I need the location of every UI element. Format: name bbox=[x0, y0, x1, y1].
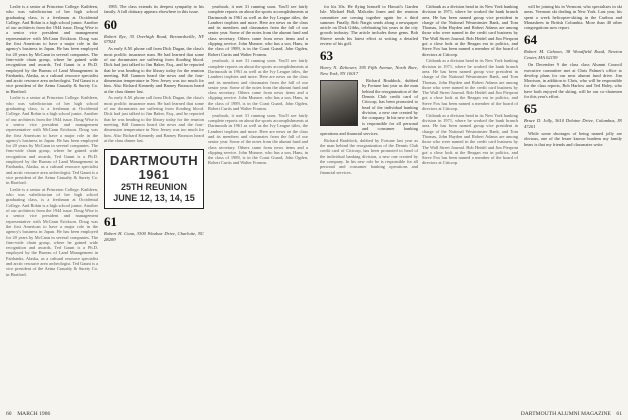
article-text: yearbook, it met 31 running soon. You'll see fairly complete reports on about the sports accomplishments at Dartmouth in 1961 as well as the Ivy League titles, the Lambert trophies and more. Here are news on the class and its members and classmates from the fall of our senior year. Some of the notes from the alumni fund and class secretary. Others came from news items and a clipping service. John Munroe, who has a son, Hans, in the class of 1989, is in the Coast Guard, John Ogden, Robert Curtis and Walter Fromm. bbox=[208, 4, 308, 57]
right-column-3 bbox=[524, 4, 622, 404]
article-text-continued: yearbook, it met 31 running soon. You'll see fairly complete reports on about the sports accomplishments at Dartmouth in 1961 as well as the Ivy League titles, the Lambert trophies and more. Here are news on the class and its members and classmates from the fall of our senior year. Some of the notes from the alumni fund and class secretary. Others came from news items and a clipping service. John Munroe, who has a son, Hans, in the class of 1989, is in the Coast Guard, John Ogden, Robert Curtis and Walter Fromm. bbox=[208, 112, 308, 166]
portrait-photo bbox=[320, 80, 358, 126]
class-number-61: 61 bbox=[104, 214, 117, 230]
article-text: As early A.M. phone call from Dick Dugan, the class's most prolific insurance man. He had learned that some of our dormmates are suffering from flooding blood. Dick had just talked to Jim Baker, Esq., and he reported that he was heading to the library today for the reunion meeting. Bill Gannon heard the news and the four-dimension temperature in New Jersey was too much for him. Also Richard Kennedy and Barney Bronson heard at the class dinner last. bbox=[104, 46, 204, 94]
left-column-1 bbox=[6, 4, 98, 394]
article-text-continued: Richard Braddock, dubbed by Fortune last year as the man behind the reorganization of the Dennis Club credit card of Citicorp, has been promoted to head of the individual banking division, a new one created by the company. In his new role he is responsible for all personal and consumer banking operations and financial services. bbox=[320, 137, 418, 175]
article-text-continued: Leslie is a senior at Princeton College. Kathleen, who was valedictorian of her high school graduating class, is a freshman at Occidental College. And Robin is a high school junior. Another of our architects from the 1944 issue, Doug Wise is a senior vice president and management representative with McCann Erickson. Doug was the first American to have a major role in the agency's business in Japan. He has been employed for 20 years by McCann in several companies. The firm-wide chain group, where he gained wide recognition and awards, Ted Gaunt is a Ph.D. employed by the Bureau of Land Management in Fairbanks, Alaska, as a cultural resource specialist and arctic resource area archeologist. Ted Gaunt is a vice president of the Aetna Casualty & Surety Co. in Hartford. bbox=[6, 186, 98, 277]
article-text: Leslie is a senior at Princeton College. Kathleen, who was valedictorian of her high school graduating class, is a freshman at Occidental College. And Robin is a high school junior. Another of our architects from the 1944 issue, Doug Wise is a senior vice president and management representative with McCann Erickson. Doug was the first American to have a major role in the agency's business in Japan. He has been employed for 20 years by McCann in several companies. The firm-wide chain group, where he gained wide recognition and awards, Ted Gaunt is a Ph.D. employed by the Bureau of Land Management in Fairbanks, Alaska, as a cultural resource specialist and arctic resource area archeologist. Ted Gaunt is a vice president of the Aetna Casualty & Surety Co. in Hartford. bbox=[6, 4, 98, 94]
article-text: 1985. The class extends its deepest sympathy to his family. A full obituary appears elsewhere in this issue. bbox=[104, 4, 204, 15]
page-number: 60 bbox=[6, 411, 12, 417]
left-column-2 bbox=[104, 4, 204, 404]
article-text: On December 9 the class class Alumni Council executive committee met at Chris Palmer's office to develop plans for our next alumni fund drive. Jim Morrison, in addition to Chris, who will be responsible for the class reports, Bob Harlow and Ted Haley, who have both enjoyed the skiing, will be our co-chairmen for this year's effort. bbox=[524, 62, 622, 100]
reunion-title: DARTMOUTH 1961 bbox=[109, 153, 199, 183]
article-text: While some shortages of being named jolly are obvious, one of the lesser known burdens my family bears is that my friends and classmates write. bbox=[524, 131, 622, 147]
page-footer bbox=[6, 411, 50, 417]
class-number-63: 63 bbox=[320, 48, 333, 64]
article-text-continued: Citibank as a division head in its New York banking division in 1971, where he worked the bank branch area. He has been named group vice president in charge of the National Westminster Bank, and Tom Thomas, John Hayden and Robert Adams are among those who were named in the credit card business by The Wall Street Journal. Bob Heidel and Jim Pierpont got a close look at the Reagan era in politics, and Steve Fox has been named a member of the board of directors at Citicorp. bbox=[422, 112, 518, 166]
right-page bbox=[314, 0, 628, 420]
issue-date: MARCH 1986 bbox=[17, 411, 51, 417]
page-number: 61 bbox=[616, 411, 622, 417]
right-column-1 bbox=[320, 4, 418, 404]
article-text: Citibank as a division head in its New York banking division in 1971, where he worked the bank branch area. He has been named group vice president in charge of the National Westminster Bank, and Tom Thomas, John Hayden and Robert Adams are among those who were named in the credit card business by The Wall Street Journal. Bob Heidel and Jim Pierpont got a close look at the Reagan era in politics, and Steve Fox has been named a member of the board of directors at Citicorp. bbox=[422, 4, 518, 57]
reunion-dates: JUNE 12, 13, 14, 15 bbox=[113, 193, 195, 204]
class-number-65: 65 bbox=[524, 101, 537, 117]
class-secretary-address: Robert Rye, 35 Overhigh Road, Bernardsville, NY 07924 bbox=[104, 33, 204, 44]
class-number-60: 60 bbox=[104, 16, 117, 32]
class-secretary-address: Harry N. Zirkower, 395 Fifth Avenue, North Bore, New York, NY 10017 bbox=[320, 65, 418, 76]
magazine-name: DARTMOUTH ALUMNI MAGAZINE bbox=[520, 411, 611, 417]
article-text: Richard Braddock, dubbed by Fortune last year as the man behind the reorganization of the Dennis Club credit card of Citicorp, has been promoted to head of the individual banking division, a new one created by the company. In his new role he is responsible for all personal and consumer banking operations and financial services. bbox=[320, 78, 418, 137]
article-text-continued: As early A.M. phone call from Dick Dugan, the class's most prolific insurance man. He had learned that some of our dormmates are suffering from flooding blood. Dick had just talked to Jim Baker, Esq., and he reported that he was heading to the library today for the reunion meeting. Bill Gannon heard the news and the four-dimension temperature in New Jersey was too much for him. Also Richard Kennedy and Barney Bronson heard at the class dinner last. bbox=[104, 95, 204, 143]
class-number-64: 64 bbox=[524, 32, 537, 48]
article-text: for his 30s. He flying himself to Hawaii's Garden Isle. Michael Hall, Malcolm Jones and the reunion committee are coming together again for a third summer. Finally, Bob Nargis sends along a newspaper article on Dick Gibbs, celebrating his years in the city growth industry. The article includes these gems. Bob Shreve sends his latest effort at writing a detailed review of his golf. bbox=[320, 4, 418, 47]
left-column-3 bbox=[208, 4, 308, 404]
page-footer bbox=[521, 411, 622, 417]
article-text-continued: Leslie is a senior at Princeton College. Kathleen, who was valedictorian of her high school graduating class, is a freshman at Occidental College. And Robin is a high school junior. Another of our architects from the 1944 issue, Doug Wise is a senior vice president and management representative with McCann Erickson. Doug was the first American to have a major role in the agency's business in Japan. He has been employed for 20 years by McCann in several companies. The firm-wide chain group, where he gained wide recognition and awards, Ted Gaunt is a Ph.D. employed by the Bureau of Land Management in Fairbanks, Alaska, as a cultural resource specialist and arctic resource area archeologist. Ted Gaunt is a vice president of the Aetna Casualty & Surety Co. in Hartford. bbox=[6, 95, 98, 186]
class-secretary-address: Robert H. Conn, 3300 Windsor Drive, Charlotte, NC 28209 bbox=[104, 231, 204, 242]
class-secretary-address: Robert M. Cahoon, 38 Woodfield Road, Newton Center, MA 02159 bbox=[524, 49, 622, 60]
article-text: will be joining his in Vermont, who specializes in ski areas. Vermont ski dealing in New York. Last year, his spent a week helicopter-skiing in the Caribou and Monashees in British Columbia. More than 40 other congregations now report. bbox=[524, 4, 622, 31]
article-text-continued: yearbook, it met 31 running soon. You'll see fairly complete reports on about the sports accomplishments at Dartmouth in 1961 as well as the Ivy League titles, the Lambert trophies and more. Here are news on the class and its members and classmates from the fall of our senior year. Some of the notes from the alumni fund and class secretary. Others came from news items and a clipping service. John Munroe, who has a son, Hans, in the class of 1989, is in the Coast Guard, John Ogden, Robert Curtis and Walter Fromm. bbox=[208, 58, 308, 112]
reunion-subtitle: 25TH REUNION bbox=[120, 182, 187, 193]
right-column-2 bbox=[422, 4, 518, 404]
article-text-continued: Citibank as a division head in its New York banking division in 1971, where he worked the bank branch area. He has been named group vice president in charge of the National Westminster Bank, and Tom Thomas, John Hayden and Robert Adams are among those who were named in the credit card business by The Wall Street Journal. Bob Heidel and Jim Pierpont got a close look at the Reagan era in politics, and Steve Fox has been named a member of the board of directors at Citicorp. bbox=[422, 58, 518, 112]
reunion-announcement-box bbox=[104, 149, 204, 209]
class-secretary-address: Bruce D. Jolly, 3610 Delaine Drive, Columbus, IN 47201 bbox=[524, 118, 622, 129]
